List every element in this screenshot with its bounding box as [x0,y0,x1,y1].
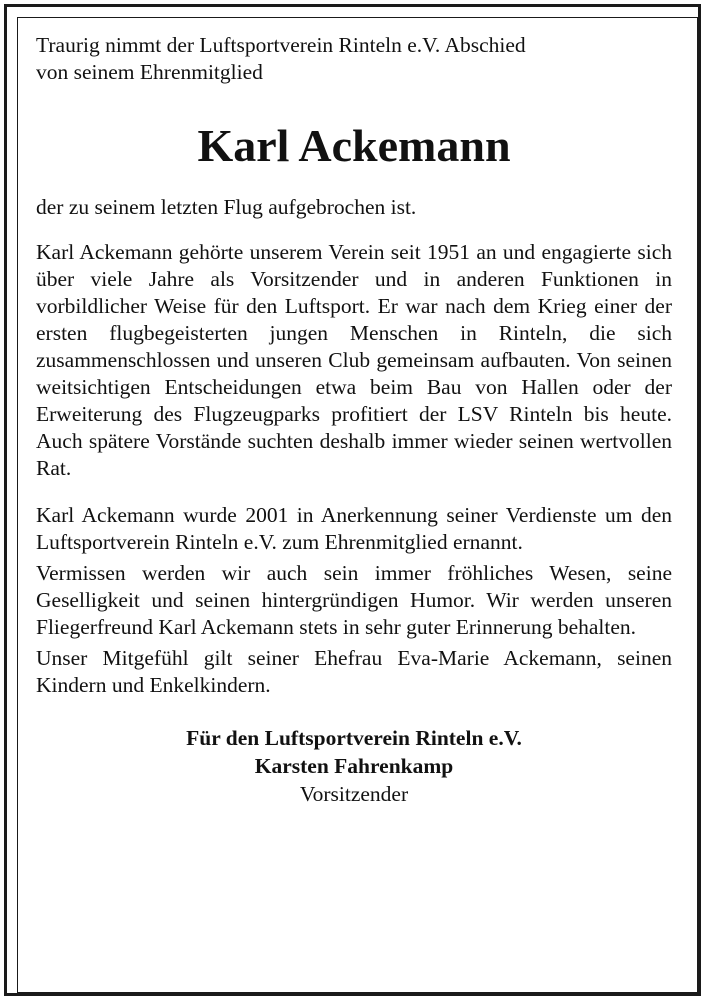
deceased-name: Karl Ackemann [197,120,511,171]
intro-line-1: Traurig nimmt der Luftsportverein Rinteln e.V. Abschied [36,33,526,57]
signature-person: Karsten Fahrenkamp [254,754,454,778]
intro-line-2: von seinem Ehrenmitglied [36,60,263,84]
memory-paragraph: Vermissen werden wir auch sein immer fröhliches Wesen, seine Geselligkeit und seinen hintergründigen Humor. Wir werden unseren Fliegerfreund Karl Ackemann stets in sehr guter Erinnerung behalten. [36,561,672,639]
subtitle-text: der zu seinem letzten Flug aufgebrochen ist. [36,195,417,219]
biography-paragraph: Karl Ackemann gehörte unserem Verein seit 1951 an und engagierte sich über viele Jahre als Vorsitzender und in anderen Funktionen in vorbildlicher Weise für den Luftsport. Er war nach dem Krieg einer der ersten flugbegeisterten jungen Menschen in Rinteln, die sich zusammenschlossen und unseren Club gemeinsam aufbauten. Von seinen weitsichtigen Entscheidungen etwa beim Bau von Hallen oder der Erweiterung des Flugzeugparks profitiert der LSV Rinteln bis heute. Auch spätere Vorstände suchten deshalb immer wieder seinen wertvollen Rat. [36,240,672,480]
intro-text [36,32,672,86]
signature-block [36,724,672,808]
signature-role: Vorsitzender [299,782,409,806]
honor-paragraph: Karl Ackemann wurde 2001 in Anerkennung seiner Verdienste um den Luftsportverein Rinteln e.V. zum Ehrenmitglied ernannt. [36,503,672,554]
signature-organization: Für den Luftsportverein Rinteln e.V. [186,726,522,750]
obituary-notice [36,32,672,808]
condolence-paragraph: Unser Mitgefühl gilt seiner Ehefrau Eva-Marie Ackemann, seinen Kindern und Enkelkindern. [36,646,672,697]
